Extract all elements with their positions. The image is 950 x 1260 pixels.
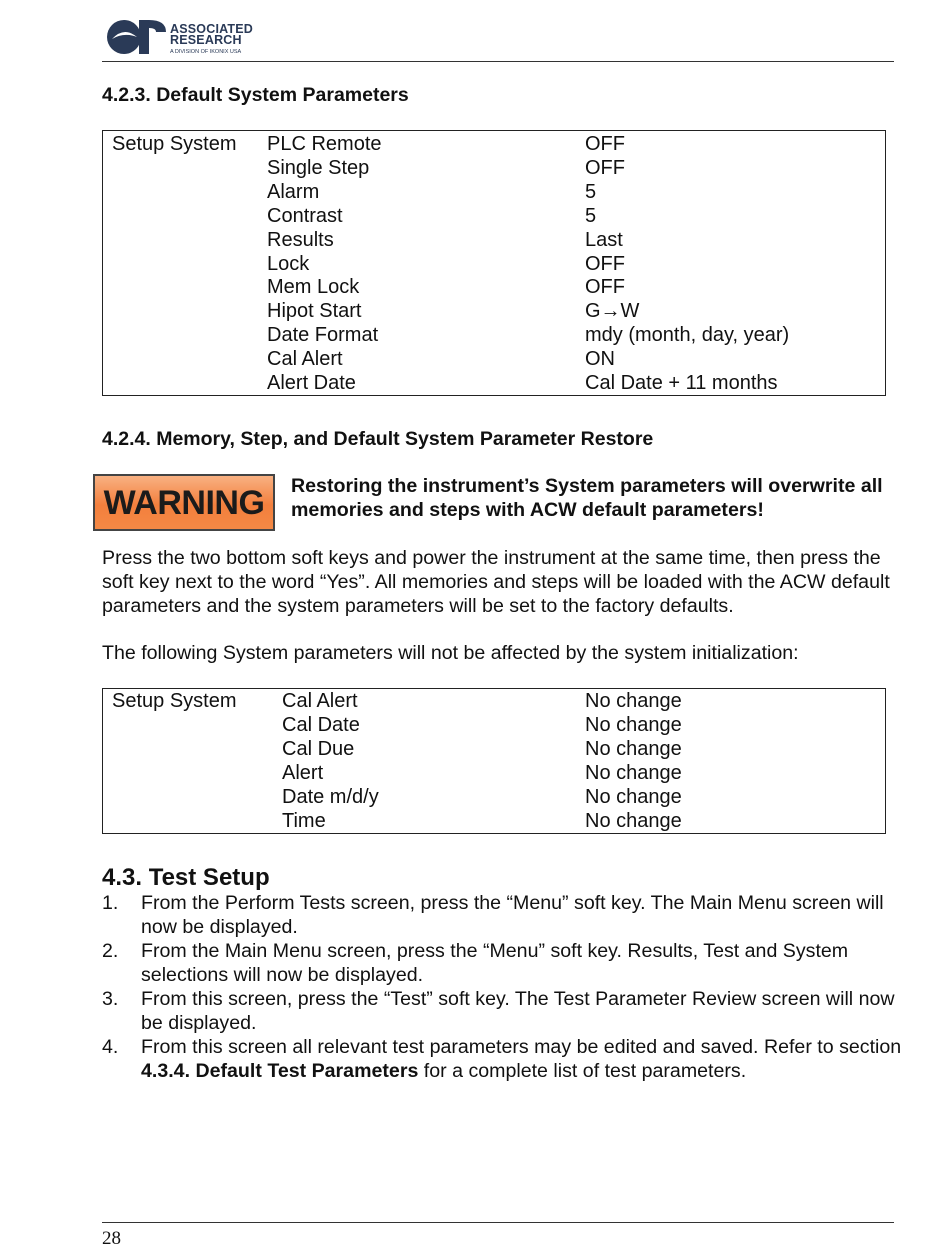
- parameter-name: Alarm: [267, 180, 320, 203]
- table-row: [103, 738, 885, 762]
- table-group-label: Setup System: [112, 690, 237, 712]
- step-text: From this screen, press the “Test” soft key. The Test Parameter Review screen will now be displayed.: [141, 988, 895, 1034]
- table-row: [103, 133, 885, 157]
- warning-label: WARNING: [103, 484, 265, 522]
- warning-badge: [93, 474, 275, 531]
- table-row: [103, 300, 885, 324]
- table-row: [103, 229, 885, 253]
- footer-divider: [102, 1222, 894, 1223]
- step-text-after: for a complete list of test parameters.: [418, 1060, 747, 1082]
- section-title-423: 4.2.3. Default System Parameters: [102, 84, 409, 106]
- page-header: [102, 10, 894, 62]
- table-row: [103, 324, 885, 348]
- table-row: [103, 810, 885, 834]
- step-text: From the Main Menu screen, press the “Menu” soft key. Results, Test and System selections will now be displayed.: [141, 940, 849, 986]
- table-row: [103, 714, 885, 738]
- section-title-424: 4.2.4. Memory, Step, and Default System Parameter Restore: [102, 428, 654, 450]
- parameter-value: No change: [585, 810, 682, 832]
- logo-subtitle: A DIVISION OF IKONIX USA: [170, 49, 242, 55]
- list-item: [102, 939, 902, 987]
- table-row: [103, 276, 885, 300]
- warning-message: Restoring the instrument’s System parameters will overwrite all memories and steps with ACW default parameters!: [291, 475, 883, 521]
- step-number: 1.: [102, 892, 119, 914]
- ar-logo-icon: [106, 12, 168, 58]
- step-number: 3.: [102, 988, 119, 1010]
- parameter-name: Cal Alert: [282, 690, 358, 712]
- parameter-name: Mem Lock: [267, 276, 360, 299]
- step-number: 4.: [102, 1036, 119, 1058]
- parameter-value: ON: [585, 348, 615, 371]
- list-item: [102, 987, 902, 1035]
- parameter-name: Single Step: [267, 156, 370, 179]
- step-text-before: From this screen all relevant test parameters may be edited and saved. Refer to section: [141, 1036, 902, 1058]
- table-row: [103, 181, 885, 205]
- parameter-value: OFF: [585, 276, 625, 299]
- parameter-name: Contrast: [267, 204, 343, 227]
- parameter-name: Alert: [282, 762, 324, 784]
- associated-research-logo: [106, 12, 266, 58]
- list-item: [102, 1035, 902, 1083]
- table-row: [103, 690, 885, 714]
- table-row: [103, 157, 885, 181]
- list-item: [102, 891, 902, 939]
- step-number: 2.: [102, 940, 119, 962]
- parameter-value: No change: [585, 762, 682, 784]
- parameter-value: No change: [585, 690, 682, 712]
- parameter-name: Date m/d/y: [282, 786, 379, 808]
- parameter-name: Date Format: [267, 324, 379, 347]
- parameter-value: OFF: [585, 156, 625, 179]
- parameter-name: PLC Remote: [267, 133, 382, 155]
- parameter-value: OFF: [585, 133, 625, 155]
- parameter-value: No change: [585, 786, 682, 808]
- section-title-43: 4.3. Test Setup: [102, 864, 270, 891]
- test-setup-steps: [102, 891, 902, 1083]
- unaffected-params-intro: The following System parameters will not be affected by the system initialization:: [102, 642, 799, 664]
- parameter-value: No change: [585, 738, 682, 760]
- parameter-value: 5: [585, 204, 597, 227]
- table-row: [103, 253, 885, 277]
- table-row: [103, 372, 885, 396]
- logo-wordmark: ASSOCIATED RESEARCH: [170, 22, 254, 47]
- parameter-value: G→W: [585, 300, 640, 323]
- parameter-name: Time: [282, 810, 326, 832]
- parameter-name: Cal Date: [282, 714, 360, 736]
- page-number: 28: [102, 1228, 121, 1249]
- parameter-name: Lock: [267, 252, 310, 275]
- parameter-name: Cal Due: [282, 738, 355, 760]
- table-group-label: Setup System: [112, 133, 237, 155]
- default-system-parameters-table: [102, 130, 886, 396]
- parameter-value: Cal Date + 11 months: [585, 372, 778, 394]
- table-row: [103, 762, 885, 786]
- parameter-value: No change: [585, 714, 682, 736]
- parameter-value: Last: [585, 228, 623, 251]
- parameter-name: Hipot Start: [267, 300, 362, 323]
- parameter-value: mdy (month, day, year): [585, 324, 790, 347]
- restore-instructions: Press the two bottom soft keys and power the instrument at the same time, then press the soft key next to the word “Yes”. All memories and steps will be loaded with the ACW default parameters and the system parameters will be set to the factory defaults.: [102, 547, 890, 617]
- table-row: [103, 205, 885, 229]
- table-row: [103, 348, 885, 372]
- section-reference: 4.3.4. Default Test Parameters: [141, 1060, 419, 1082]
- unaffected-parameters-table: [102, 688, 886, 834]
- step-text: From the Perform Tests screen, press the “Menu” soft key. The Main Menu screen will now be displayed.: [141, 892, 884, 938]
- parameter-name: Cal Alert: [267, 348, 343, 371]
- parameter-name: Results: [267, 228, 334, 251]
- parameter-value: OFF: [585, 252, 625, 275]
- parameter-value: 5: [585, 180, 597, 203]
- table-row: [103, 786, 885, 810]
- parameter-name: Alert Date: [267, 372, 356, 394]
